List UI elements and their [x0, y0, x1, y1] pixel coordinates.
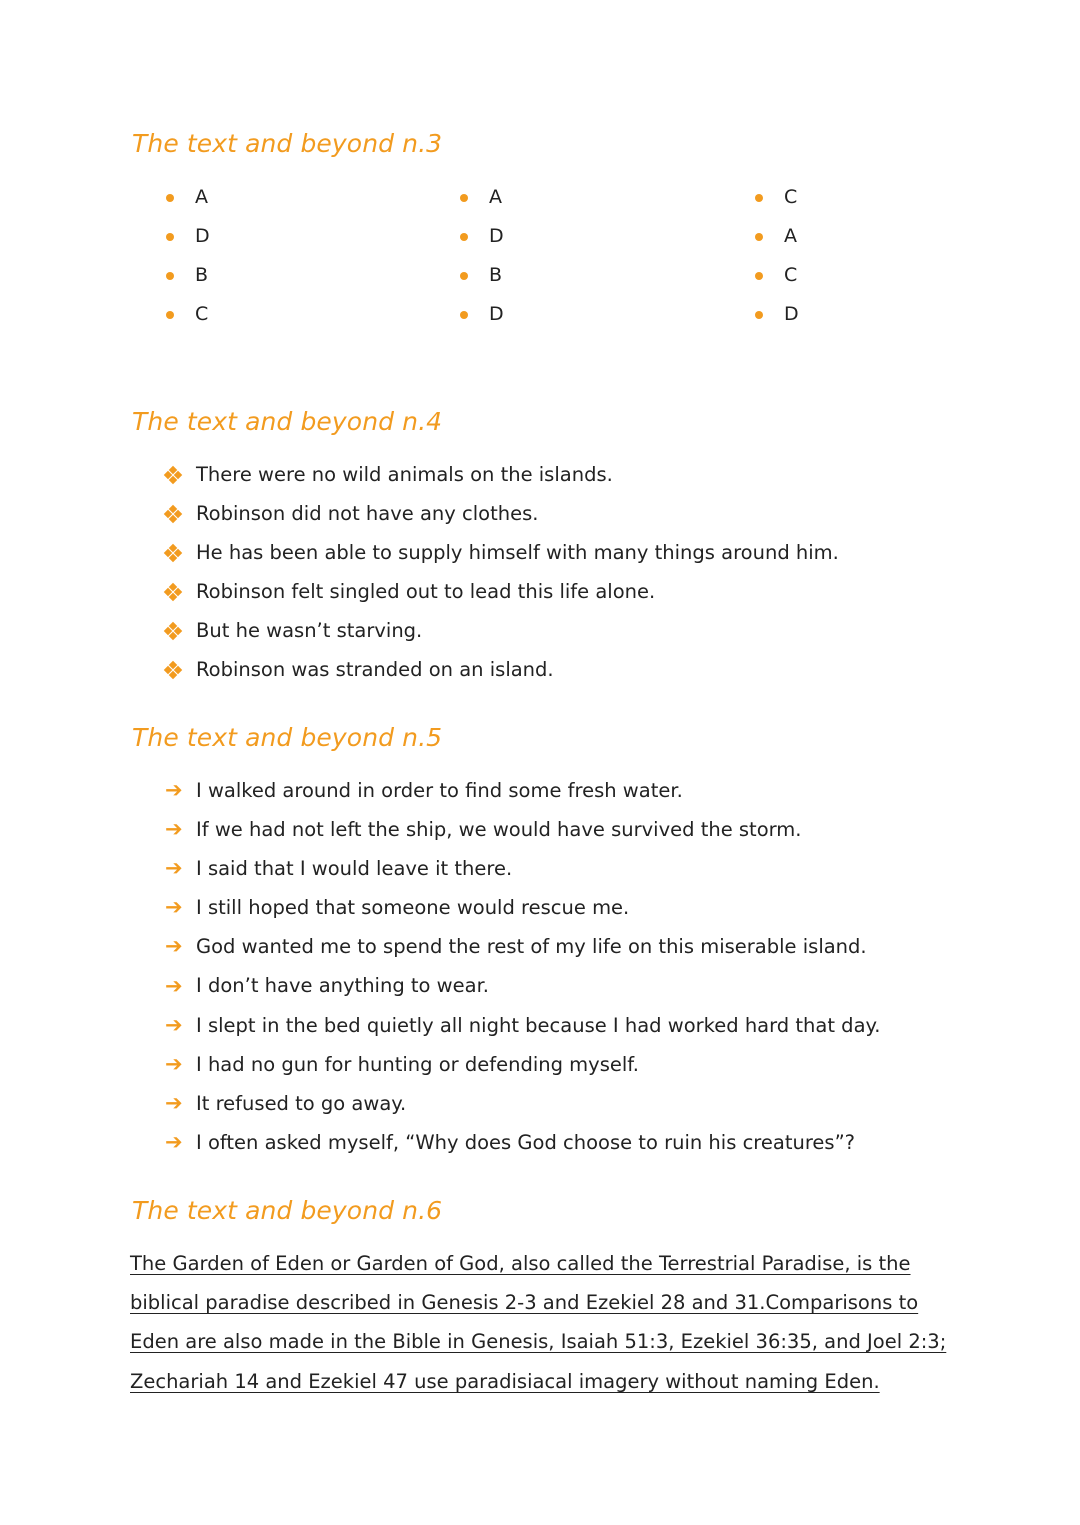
- answer-letter: C: [784, 264, 798, 286]
- list-item-text: There were no wild animals on the islands.: [196, 463, 613, 486]
- bullet-dot-icon: [460, 194, 468, 202]
- list-item-text: Robinson did not have any clothes.: [196, 502, 539, 526]
- bullet-dot-icon: [755, 194, 763, 202]
- list-item: [132, 295, 210, 334]
- bullet-dot-icon: [755, 311, 763, 319]
- answer-letter: D: [195, 225, 210, 247]
- list-item-text: God wanted me to spend the rest of my life on this miserable island.: [196, 935, 867, 959]
- list-item-text: I often asked myself, “Why does God choose to ruin his creatures”?: [196, 1130, 856, 1154]
- list-item: [426, 178, 504, 217]
- list-item-text: I had no gun for hunting or defending myself.: [196, 1052, 639, 1076]
- list-item: [132, 256, 210, 295]
- list-item: [165, 455, 839, 494]
- list-item: [165, 1123, 880, 1162]
- diamond-bullet-icon: [165, 467, 181, 483]
- bullet-dot-icon: [460, 311, 468, 319]
- section-5-heading: The text and beyond n.5: [132, 723, 443, 752]
- diamond-bullet-icon: [165, 623, 181, 639]
- list-item: [165, 650, 839, 689]
- bullet-dot-icon: [166, 272, 174, 280]
- list-item: [165, 888, 880, 927]
- arrow-right-icon: ➔: [165, 1129, 183, 1154]
- arrow-right-icon: ➔: [165, 1051, 183, 1076]
- list-item: [165, 849, 880, 888]
- arrow-right-icon: ➔: [165, 817, 183, 842]
- bullet-dot-icon: [755, 272, 763, 280]
- list-item: [165, 1006, 880, 1045]
- arrow-right-icon: ➔: [165, 1090, 183, 1115]
- section-3-heading: The text and beyond n.3: [132, 129, 443, 158]
- list-item-text: I slept in the bed quietly all night because I had worked hard that day.: [196, 1013, 881, 1037]
- list-item: [721, 217, 799, 256]
- list-item: [426, 256, 504, 295]
- answer-letter: C: [784, 186, 798, 208]
- list-item-text: It refused to go away.: [196, 1091, 407, 1115]
- list-item: [165, 611, 839, 650]
- bullet-dot-icon: [460, 233, 468, 241]
- list-item: [165, 1084, 880, 1123]
- list-item-text: Robinson felt singled out to lead this life alone.: [196, 580, 656, 604]
- answer-letter: B: [195, 264, 209, 286]
- section-5-list: [165, 771, 880, 1162]
- arrow-right-icon: ➔: [165, 934, 183, 959]
- list-item-text: He has been able to supply himself with many things around him.: [196, 541, 839, 565]
- answer-letter: D: [489, 303, 504, 325]
- list-item-text: But he wasn’t starving.: [196, 619, 423, 643]
- answer-letter: A: [195, 186, 208, 208]
- answers-column-1: [132, 178, 210, 334]
- list-item: [165, 572, 839, 611]
- section-4-list: [165, 455, 839, 690]
- arrow-right-icon: ➔: [165, 973, 183, 998]
- answer-letter: A: [784, 225, 797, 247]
- arrow-right-icon: ➔: [165, 1012, 183, 1037]
- list-item: [165, 1045, 880, 1084]
- bullet-dot-icon: [460, 272, 468, 280]
- answer-letter: A: [489, 186, 502, 208]
- diamond-bullet-icon: [165, 662, 181, 678]
- list-item: [165, 771, 880, 810]
- list-item-text: I still hoped that someone would rescue me.: [196, 896, 630, 920]
- section-4-heading: The text and beyond n.4: [132, 407, 443, 436]
- bullet-dot-icon: [166, 233, 174, 241]
- arrow-right-icon: ➔: [165, 895, 183, 920]
- list-item-text: I walked around in order to find some fresh water.: [196, 779, 683, 802]
- bullet-dot-icon: [755, 233, 763, 241]
- list-item-text: Robinson was stranded on an island.: [196, 658, 554, 682]
- list-item: [132, 217, 210, 256]
- arrow-right-icon: ➔: [165, 778, 183, 803]
- list-item: [132, 178, 210, 217]
- answer-letter: C: [195, 303, 209, 325]
- list-item: [165, 494, 839, 533]
- answer-letter: D: [489, 225, 504, 247]
- bullet-dot-icon: [166, 194, 174, 202]
- arrow-right-icon: ➔: [165, 856, 183, 881]
- list-item: [165, 810, 880, 849]
- list-item: [721, 256, 799, 295]
- list-item: [165, 966, 880, 1005]
- list-item: [721, 295, 799, 334]
- list-item: [721, 178, 799, 217]
- list-item-text: I don’t have anything to wear.: [196, 974, 490, 998]
- answer-letter: D: [784, 303, 799, 325]
- list-item-text: I said that I would leave it there.: [196, 857, 513, 881]
- answers-column-3: [721, 178, 799, 334]
- section-6-heading: The text and beyond n.6: [132, 1196, 443, 1225]
- diamond-bullet-icon: [165, 506, 181, 522]
- list-item: [165, 533, 839, 572]
- answer-letter: B: [489, 264, 503, 286]
- list-item: [426, 217, 504, 256]
- diamond-bullet-icon: [165, 545, 181, 561]
- bullet-dot-icon: [166, 311, 174, 319]
- list-item-text: If we had not left the ship, we would have survived the storm.: [196, 818, 802, 842]
- answers-column-2: [426, 178, 504, 334]
- list-item: [165, 927, 880, 966]
- eden-paragraph: The Garden of Eden or Garden of God, also called the Terrestrial Paradise, is the biblical paradise described in Genesis 2-3 and Ezekiel 28 and 31.Comparisons to Eden are also made in the Bible in Genesis, Isaiah 51:3, Ezekiel 36:35, and Joel 2:3; Zechariah 14 and Ezekiel 47 use paradisiacal imagery without naming Eden.: [130, 1252, 947, 1393]
- diamond-bullet-icon: [165, 584, 181, 600]
- list-item: [426, 295, 504, 334]
